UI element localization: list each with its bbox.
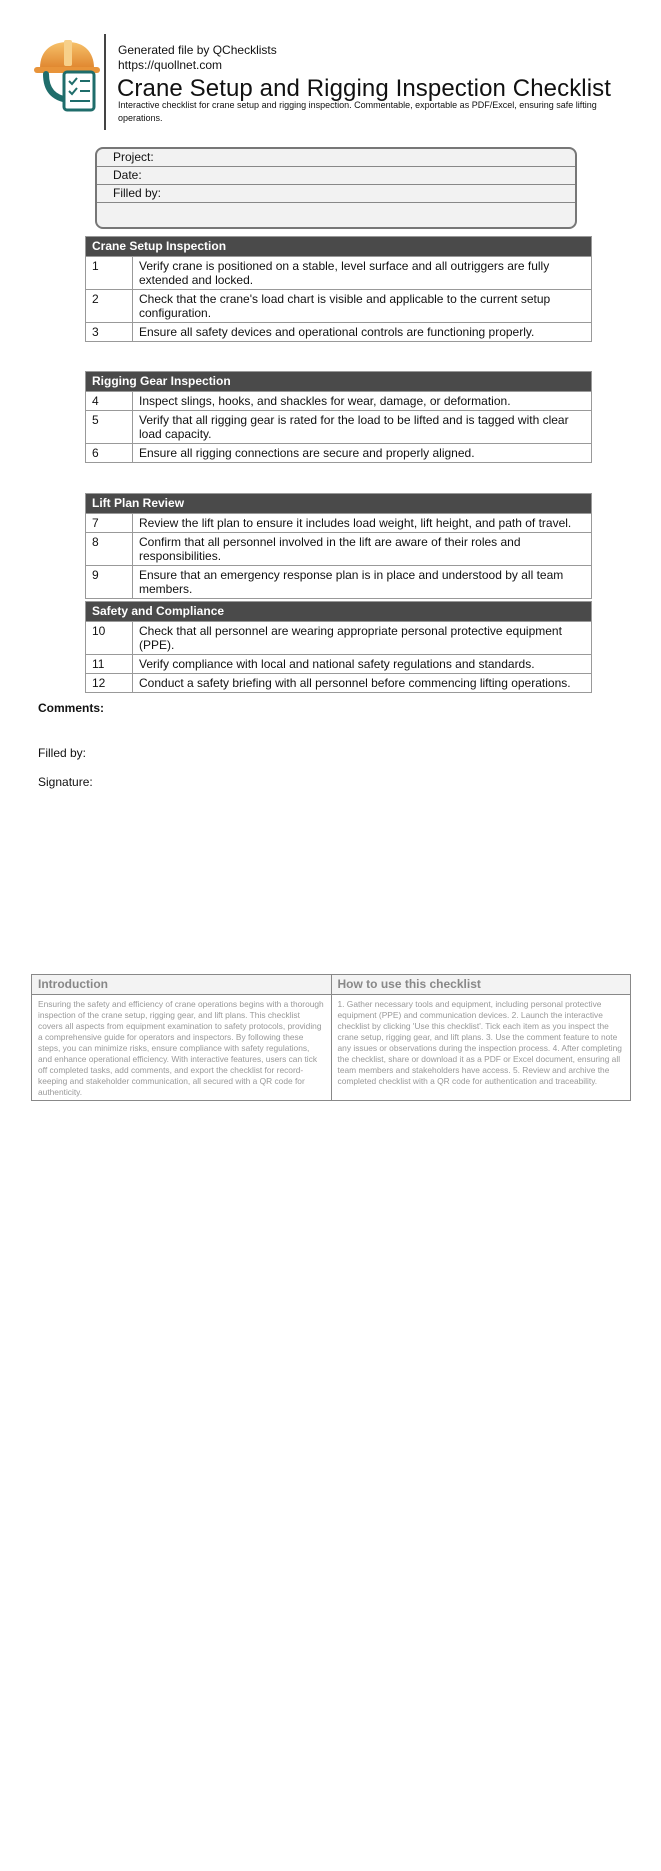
item-number: 11 <box>86 655 133 673</box>
how-to-text: 1. Gather necessary tools and equipment, including personal protective equipment (PPE) and communication devices. 2. Launch the interactive checklist by clicking 'Use this checklist'. Tick each item as you inspect the crane setup, rigging gear, and lift plans. 3. Use the comment feature to note any issues or observations during the inspection process. 4. After completing the checklist, share or download it as a PDF or Excel document, ensuring all team members and stakeholders have access. 5. Review and archive the completed checklist with a QR code for authentication and traceability. <box>337 999 622 1086</box>
item-number: 2 <box>86 290 133 322</box>
section-rigging-gear <box>85 371 592 463</box>
item-number: 3 <box>86 323 133 341</box>
checklist-item[interactable] <box>86 391 591 410</box>
signature-label: Signature: <box>38 775 93 789</box>
header <box>34 34 634 134</box>
generated-by-text: Generated file by QChecklists <box>118 43 277 57</box>
checklist-item[interactable] <box>86 322 591 341</box>
item-text: Verify compliance with local and national safety regulations and standards. <box>139 657 535 671</box>
checklist-item[interactable] <box>86 289 591 322</box>
hardhat-checklist-logo-icon <box>34 38 104 113</box>
header-divider <box>104 34 106 130</box>
item-text: Review the lift plan to ensure it includes load weight, lift height, and path of travel. <box>139 516 572 530</box>
item-text: Check that all personnel are wearing appropriate personal protective equipment (PPE). <box>139 624 562 652</box>
site-url-link[interactable]: https://quollnet.com <box>118 58 223 72</box>
item-text: Inspect slings, hooks, and shackles for wear, damage, or deformation. <box>139 394 511 408</box>
introduction-column <box>32 975 331 1100</box>
item-text: Conduct a safety briefing with all personnel before commencing lifting operations. <box>139 676 571 690</box>
filled-by-label: Filled by: <box>38 746 87 760</box>
section-title: Rigging Gear Inspection <box>86 372 591 391</box>
item-number: 6 <box>86 444 133 462</box>
checklist-item[interactable] <box>86 513 591 532</box>
item-number: 1 <box>86 257 133 289</box>
item-text: Verify that all rigging gear is rated for the load to be lifted and is tagged with clear load capacity. <box>139 413 569 441</box>
item-text: Verify crane is positioned on a stable, level surface and all outriggers are fully extended and locked. <box>139 259 550 287</box>
introduction-text: Ensuring the safety and efficiency of crane operations begins with a thorough inspection of the crane setup, rigging gear, and lift plans. This checklist covers all aspects from equipment examination to safety protocols, providing a comprehensive guide for operators and inspectors. By following these steps, you can minimize risks, ensure compliance with safety regulations, and enhance operational efficiency. With interactive features, users can tick off completed tasks, add comments, and export the checklist for record-keeping and stakeholder communication, all secured with a QR code for authenticity. <box>38 999 324 1097</box>
blank-field[interactable] <box>97 203 575 220</box>
comments-label: Comments: <box>38 701 105 715</box>
page-description: Interactive checklist for crane setup and rigging inspection. Commentable, exportable as PDF/Excel, ensuring safe lifting operations. <box>118 100 597 123</box>
date-field[interactable]: Date: <box>97 167 575 185</box>
checklist-item[interactable] <box>86 673 591 692</box>
item-number: 4 <box>86 392 133 410</box>
item-number: 9 <box>86 566 133 598</box>
item-text: Ensure all rigging connections are secure and properly aligned. <box>139 446 475 460</box>
item-number: 5 <box>86 411 133 443</box>
item-text: Check that the crane's load chart is visible and applicable to the current setup configuration. <box>139 292 551 320</box>
item-number: 7 <box>86 514 133 532</box>
item-text: Ensure all safety devices and operational controls are functioning properly. <box>139 325 535 339</box>
checklist-item[interactable] <box>86 443 591 462</box>
item-number: 12 <box>86 674 133 692</box>
item-number: 8 <box>86 533 133 565</box>
section-lift-plan <box>85 493 592 599</box>
filled-by-field[interactable]: Filled by: <box>97 185 575 203</box>
item-number: 10 <box>86 622 133 654</box>
checklist-item[interactable] <box>86 256 591 289</box>
section-crane-setup <box>85 236 592 342</box>
section-title: Crane Setup Inspection <box>86 237 591 256</box>
checklist-item[interactable] <box>86 532 591 565</box>
checklist-item[interactable] <box>86 410 591 443</box>
how-to-title: How to use this checklist <box>332 975 631 995</box>
generator-info <box>118 43 277 73</box>
project-info-box <box>95 147 577 229</box>
item-text: Ensure that an emergency response plan is in place and understood by all team members. <box>139 568 564 596</box>
project-field[interactable]: Project: <box>97 149 575 167</box>
item-text: Confirm that all personnel involved in the lift are aware of their roles and responsibilities. <box>139 535 521 563</box>
section-safety-compliance <box>85 601 592 693</box>
introduction-title: Introduction <box>32 975 331 995</box>
section-title: Lift Plan Review <box>86 494 591 513</box>
how-to-column <box>331 975 631 1100</box>
info-table <box>31 974 631 1101</box>
checklist-item[interactable] <box>86 565 591 598</box>
checklist-item[interactable] <box>86 621 591 654</box>
section-title: Safety and Compliance <box>86 602 591 621</box>
page-title: Crane Setup and Rigging Inspection Checklist <box>117 75 612 102</box>
checklist-item[interactable] <box>86 654 591 673</box>
